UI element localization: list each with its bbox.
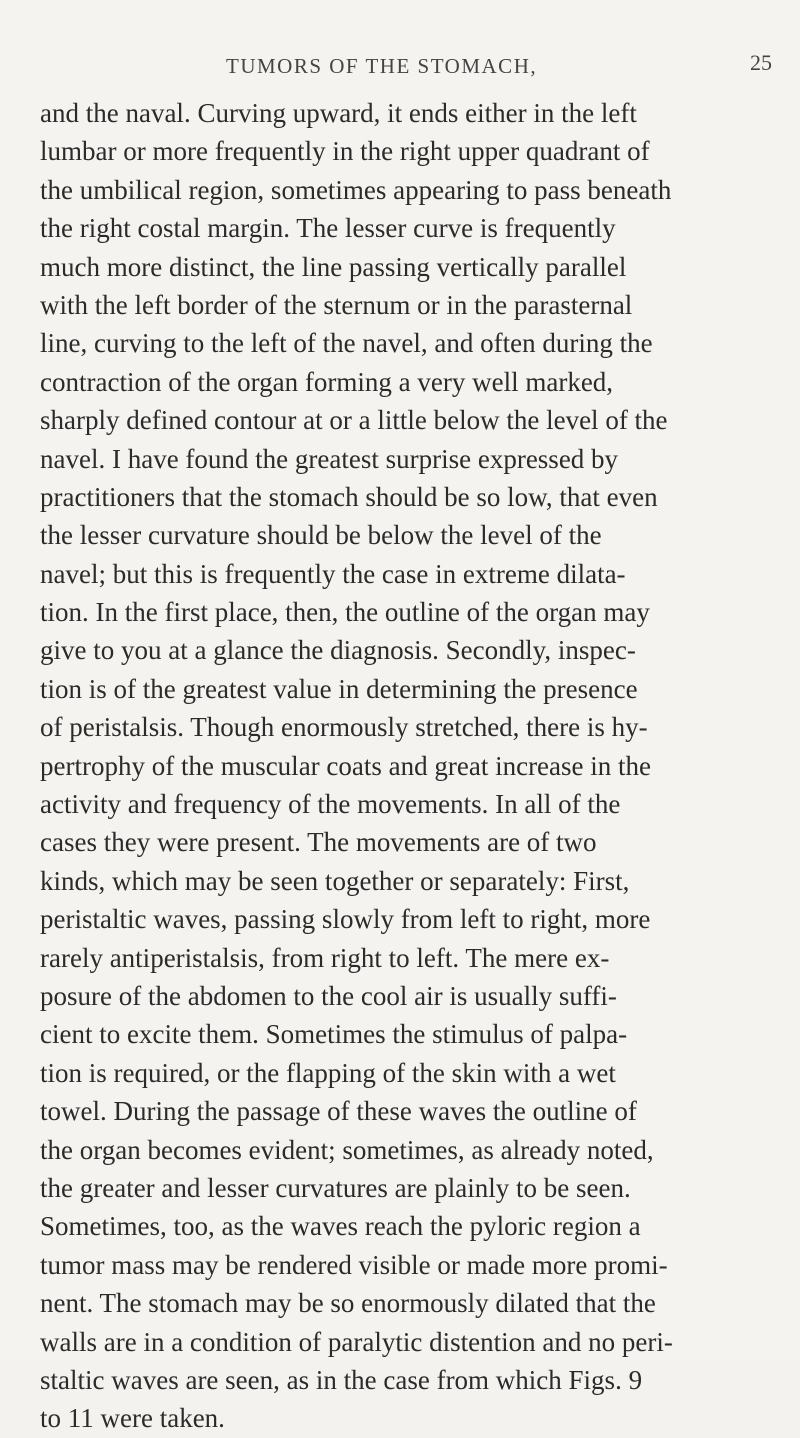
- text-line: cient to excite them. Sometimes the stimulus of palpa-: [40, 1019, 628, 1050]
- text-line: navel; but this is frequently the case in extreme dilata-: [40, 558, 626, 589]
- text-line: give to you at a glance the diagnosis. Secondly, inspec-: [40, 635, 636, 666]
- text-line: line, curving to the left of the navel, and often during the: [40, 328, 653, 359]
- text-line: tion is required, or the flapping of the skin with a wet: [40, 1057, 616, 1088]
- text-line: tumor mass may be rendered visible or made more promi-: [40, 1249, 668, 1280]
- body-paragraph: [40, 94, 800, 1438]
- text-line: tion is of the greatest value in determining the presence: [40, 673, 638, 704]
- text-line: nent. The stomach may be so enormously dilated that the: [40, 1288, 656, 1319]
- page-number: 25: [750, 50, 772, 75]
- text-line: sharply defined contour at or a little below the level of the: [40, 405, 668, 436]
- text-line: much more distinct, the line passing vertically parallel: [40, 251, 627, 282]
- text-line: the right costal margin. The lesser curve is frequently: [40, 213, 616, 244]
- text-line: tion. In the first place, then, the outline of the organ may: [40, 597, 650, 628]
- text-line: the organ becomes evident; sometimes, as already noted,: [40, 1134, 654, 1165]
- running-head: TUMORS OF THE STOMACH,: [226, 54, 538, 78]
- text-line: contraction of the organ forming a very well marked,: [40, 366, 614, 397]
- text-line: rarely antiperistalsis, from right to left. The mere ex-: [40, 942, 610, 973]
- text-line: navel. I have found the greatest surprise expressed by: [40, 443, 619, 474]
- text-line: the greater and lesser curvatures are plainly to be seen.: [40, 1172, 631, 1203]
- text-line: the umbilical region, sometimes appearing to pass beneath: [40, 174, 672, 205]
- text-line: to 11 were taken.: [40, 1403, 225, 1434]
- text-line: walls are in a condition of paralytic distention and no peri-: [40, 1326, 673, 1357]
- text-line: practitioners that the stomach should be so low, that even: [40, 481, 658, 512]
- text-line: towel. During the passage of these waves the outline of: [40, 1096, 637, 1127]
- text-line: kinds, which may be seen together or separately: First,: [40, 865, 630, 896]
- text-line: posure of the abdomen to the cool air is usually suffi-: [40, 980, 617, 1011]
- text-line: staltic waves are seen, as in the case from which Figs. 9: [40, 1364, 643, 1395]
- text-line: lumbar or more frequently in the right upper quadrant of: [40, 136, 650, 167]
- text-line: of peristalsis. Though enormously stretched, there is hy-: [40, 712, 648, 743]
- text-line: and the naval. Curving upward, it ends either in the left: [40, 98, 637, 128]
- text-line: peristaltic waves, passing slowly from left to right, more: [40, 904, 651, 935]
- text-line: activity and frequency of the movements. In all of the: [40, 789, 621, 820]
- text-line: the lesser curvature should be below the level of the: [40, 520, 602, 551]
- text-line: cases they were present. The movements are of two: [40, 827, 597, 858]
- text-line: pertrophy of the muscular coats and great increase in the: [40, 750, 652, 781]
- text-line: Sometimes, too, as the waves reach the pyloric region a: [40, 1211, 641, 1242]
- text-line: with the left border of the sternum or in the parasternal: [40, 289, 633, 320]
